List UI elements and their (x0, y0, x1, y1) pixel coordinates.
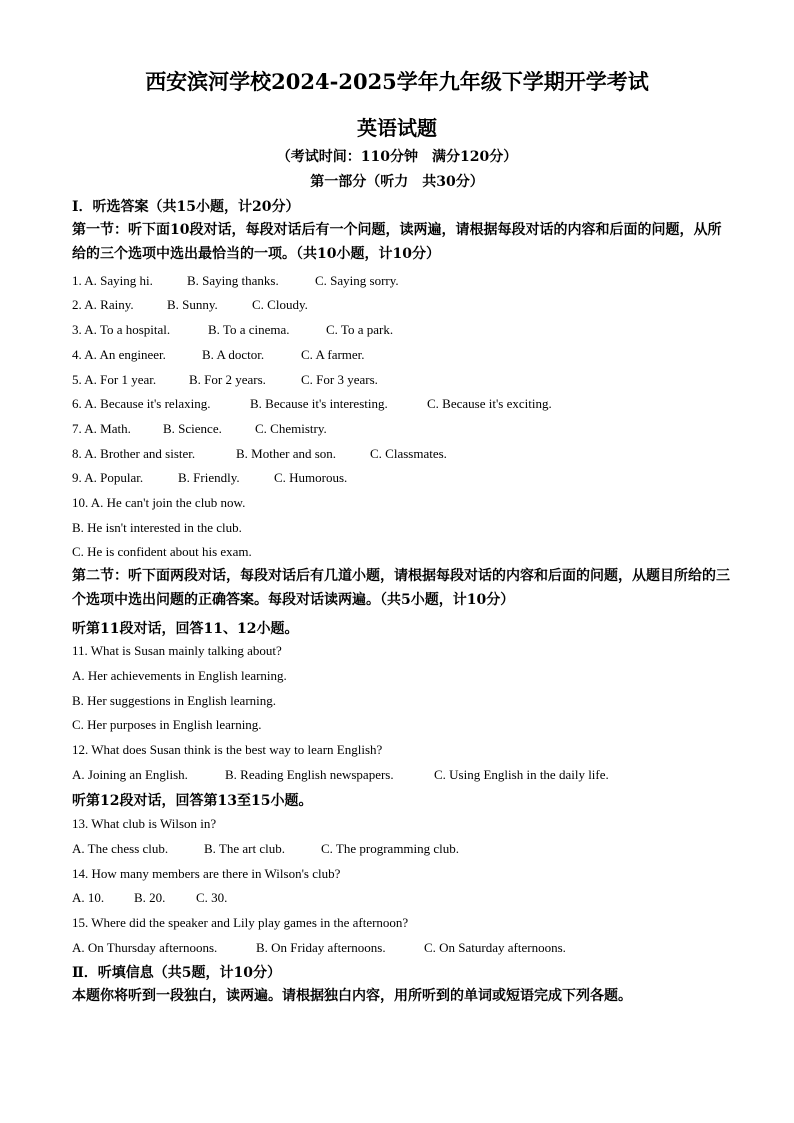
question-10-option-a: 10. A. He can't join the club now. (72, 495, 246, 510)
option-c: C. Chemistry. (255, 421, 327, 436)
question-14-options (72, 890, 227, 906)
question-11-option-a: A. Her achievements in English learning. (72, 668, 287, 683)
option-b: B. On Friday afternoons. (256, 940, 386, 955)
question-12-stem: 12. What does Susan think is the best way to learn English? (72, 742, 383, 757)
dialog-11-heading: 听第11段对话，回答11、12小题。 (72, 621, 299, 637)
question-14-stem: 14. How many members are there in Wilson's club? (72, 866, 341, 881)
option-c: C. Humorous. (274, 470, 348, 485)
option-c: C. Saying sorry. (315, 273, 399, 288)
exam-info: （考试时间：110分钟 满分120分） (276, 149, 518, 165)
option-b: B. Friendly. (178, 470, 240, 485)
option-a: A. On Thursday afternoons. (72, 940, 218, 955)
option-a: 5. A. For 1 year. (72, 372, 157, 387)
sub2-instructions: 第二节：听下面两段对话，每段对话后有几道小题，请根据每段对话的内容和后面的问题，从题目所给的三个选项中选出问题的正确答案。每段对话读两遍。（共5小题，计10分） (72, 568, 730, 608)
question-11-option-b: B. Her suggestions in English learning. (72, 693, 277, 708)
option-c: C. On Saturday afternoons. (424, 940, 566, 955)
question-1 (72, 273, 399, 289)
question-11-option-c: C. Her purposes in English learning. (72, 717, 262, 732)
section2-instructions: 本题你将听到一段独白，读两遍。请根据独白内容，用所听到的单词或短语完成下列各题。 (72, 988, 632, 1004)
option-b: B. 20. (134, 890, 166, 905)
option-c: C. Cloudy. (252, 297, 308, 312)
option-b: B. Mother and son. (236, 446, 337, 461)
option-b: B. The art club. (204, 841, 285, 856)
option-c: C. A farmer. (301, 347, 365, 362)
option-a: A. Joining an English. (72, 767, 188, 782)
option-a: 7. A. Math. (72, 421, 131, 436)
option-b: B. A doctor. (202, 347, 265, 362)
question-12-options (72, 767, 609, 783)
option-b: B. For 2 years. (189, 372, 266, 387)
option-c: C. The programming club. (321, 841, 460, 856)
question-13-stem: 13. What club is Wilson in? (72, 816, 217, 831)
option-b: B. Science. (163, 421, 222, 436)
option-a: A. The chess club. (72, 841, 169, 856)
sub1-instructions: 第一节：听下面10段对话，每段对话后有一个问题，读两遍，请根据每段对话的内容和后面的问题，从所给的三个选项中选出最恰当的一项。（共10小题，计10分） (72, 222, 722, 262)
question-10-option-c: C. He is confident about his exam. (72, 544, 252, 559)
option-a: 9. A. Popular. (72, 470, 144, 485)
option-a: 6. A. Because it's relaxing. (72, 396, 211, 411)
option-b: B. Reading English newspapers. (225, 767, 394, 782)
school-title: 西安滨河学校2024-2025学年九年级下学期开学考试 (145, 69, 649, 94)
question-3 (72, 322, 393, 338)
option-c: C. Classmates. (370, 446, 447, 461)
question-7 (72, 421, 327, 437)
section1-heading: Ⅰ．听选答案（共15小题，计20分） (72, 199, 300, 215)
question-11-stem: 11. What is Susan mainly talking about? (72, 643, 282, 658)
option-a: 8. A. Brother and sister. (72, 446, 196, 461)
question-8 (72, 446, 447, 462)
option-a: 1. A. Saying hi. (72, 273, 153, 288)
option-c: C. Using English in the daily life. (434, 767, 609, 782)
question-15-stem: 15. Where did the speaker and Lily play games in the afternoon? (72, 915, 409, 930)
question-6 (72, 396, 552, 412)
option-b: B. Sunny. (167, 297, 218, 312)
option-b: B. Because it's interesting. (250, 396, 388, 411)
question-15-options (72, 940, 566, 956)
dialog-12-heading: 听第12段对话，回答第13至15小题。 (72, 793, 313, 809)
section2-heading: Ⅱ．听填信息（共5题，计10分） (72, 965, 282, 981)
option-c: C. To a park. (326, 322, 394, 337)
option-a: 4. A. An engineer. (72, 347, 166, 362)
subject-title: 英语试题 (357, 116, 437, 140)
question-9 (72, 470, 347, 486)
option-a: 3. A. To a hospital. (72, 322, 171, 337)
option-a: A. 10. (72, 890, 105, 905)
question-10-option-b: B. He isn't interested in the club. (72, 520, 242, 535)
option-c: C. Because it's exciting. (427, 396, 552, 411)
option-b: B. Saying thanks. (187, 273, 279, 288)
question-5 (72, 372, 378, 388)
option-b: B. To a cinema. (208, 322, 290, 337)
option-c: C. For 3 years. (301, 372, 378, 387)
question-2 (72, 297, 308, 313)
question-4 (72, 347, 365, 363)
part-title: 第一部分（听力 共30分） (310, 174, 484, 190)
option-a: 2. A. Rainy. (72, 297, 134, 312)
question-13-options (72, 841, 459, 857)
option-c: C. 30. (196, 890, 228, 905)
